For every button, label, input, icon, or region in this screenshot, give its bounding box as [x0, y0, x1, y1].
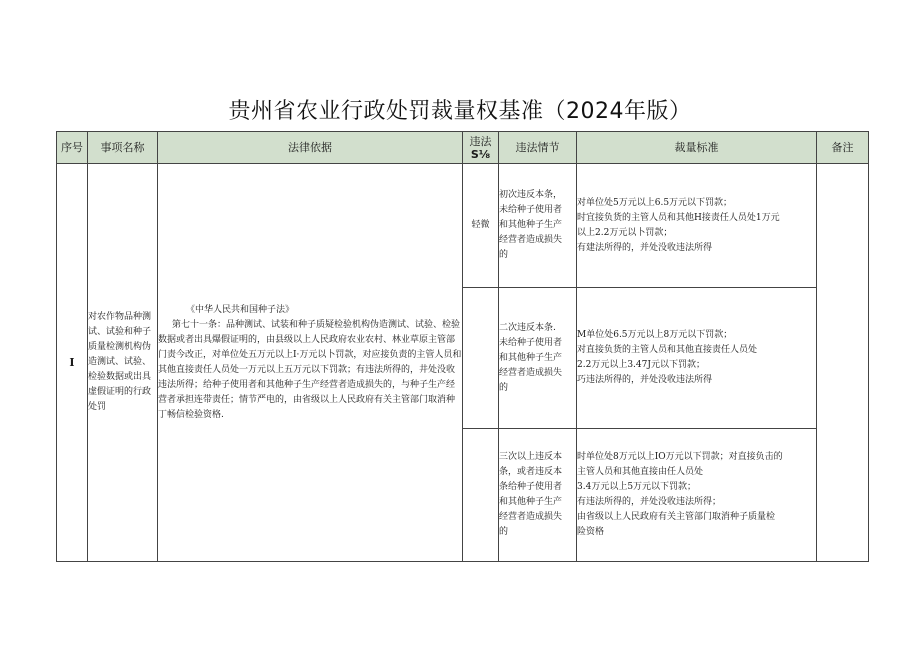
header-remark: 备注: [817, 132, 869, 164]
grade-2-standard: [577, 288, 817, 429]
standard-line: 险资格: [577, 527, 605, 537]
standard-line: 时宜接负货的主管人员和其他H接责任人员处1万元: [577, 212, 780, 223]
grade-3-level: [463, 429, 499, 562]
grade-1-level: 轻微: [463, 164, 499, 288]
law-title: 《中华人民共和国种子法》: [186, 304, 295, 315]
header-serial: 序号: [57, 132, 88, 164]
header-standard: 裁量标准: [577, 132, 817, 164]
circumstance-line: 经营者造成损失: [499, 235, 563, 245]
header-violation-level-top: 违法: [469, 134, 492, 148]
standard-line: 对单位处5万元以上6.5万元以下罚款；: [577, 197, 733, 208]
circumstance-line: 未给种子使用者: [499, 205, 563, 215]
row-serial: I: [57, 164, 88, 562]
circumstance-line: 经营者造成损失: [499, 367, 563, 378]
header-item-name: 事项名称: [88, 132, 158, 164]
circumstance-line: 的: [499, 527, 509, 537]
circumstance-line: 三次以上违反本: [499, 452, 563, 462]
standard-line: 主管人员和其他直接由任人员处: [577, 467, 704, 477]
circumstance-line: 二次违反本条.: [499, 322, 556, 333]
standard-line: M单位处6.5万元以上8万元以下罚款；: [577, 330, 733, 340]
standard-line: 由省级以上人民政府有关主管部门取消种子质量检: [577, 512, 776, 522]
circumstance-line: 条，或者违反本: [499, 467, 563, 477]
standard-line: 以上2.2万元以卜罚款；: [577, 227, 673, 238]
document-title: 贵州省农业行政处罚裁量权基准（2024年版）: [228, 99, 692, 124]
standard-line: 有建法所得的，并处没收违法所得: [577, 242, 713, 253]
standard-line: 时单位处8万元以上IO万元以下罚款；对直接负击的: [577, 452, 783, 462]
circumstance-line: 和其他种子生产: [499, 497, 563, 507]
header-circumstance: 违法情节: [499, 132, 577, 164]
grade-1-circumstance: [499, 164, 577, 288]
table-row: [57, 164, 869, 288]
row-remark: [817, 164, 869, 562]
header-violation-level-bottom: S⅛: [470, 147, 491, 161]
grade-2-level: [463, 288, 499, 429]
row-item-name: 对农作物品种测试、试验和种子质量检测机构伪造测试、试验、检验数据或出具虚假证明的行政处罚: [88, 164, 158, 562]
circumstance-line: 和其他种子生产: [499, 220, 563, 230]
standard-line: 有违法所得的，并处没收违法所得；: [577, 497, 722, 507]
grade-2-circumstance: [499, 288, 577, 429]
standard-line: 对直接负货的主管人员和其他直接责任人员处: [577, 345, 758, 355]
header-violation-level: [463, 132, 499, 164]
grade-3-standard: [577, 429, 817, 562]
grade-3-circumstance: [499, 429, 577, 562]
header-legal-basis: 法律依据: [158, 132, 463, 164]
law-article-text: 第七十一条：品种测试、试装和种子质疑检验机构伪造测试、试验、检验数据或者出具爆假证明的，由县级以上人民政府农业农村、林业草原主管部门责今改正，对单位处五万元以上Ⅰ·万元以卜罚款，对应接负责的主管人员和其他直接责任人员处一万元以上五万元以下罚款；有违法所得的，井处没收违法所得；给种子使用者和其他种子生产经营者造成损失的，与种子生产经营者承担连带责任；情节严电的，由省级以上人民政府有关主管部门取消种丁畅信检验资格.: [158, 319, 462, 420]
circumstance-line: 初次违反本条，: [499, 190, 563, 200]
standard-line: 2.2万元以上3.47J元以下罚款；: [577, 360, 705, 370]
penalty-table: [56, 131, 869, 562]
standard-line: 3.4万元以上5万元以下罚款；: [577, 482, 697, 492]
row-legal-basis: [158, 164, 463, 562]
circumstance-line: 的: [499, 250, 509, 260]
circumstance-line: 和其他种子生产: [499, 352, 563, 363]
circumstance-line: 未给种子使用者: [499, 337, 563, 348]
table-header-row: [57, 132, 869, 164]
standard-line: 巧违法所得的，并处没收违法所得: [577, 375, 713, 385]
grade-1-standard: [577, 164, 817, 288]
circumstance-line: 的: [499, 382, 509, 393]
circumstance-line: 经营者造成损失: [499, 512, 563, 522]
circumstance-line: 条给种子使用者: [499, 482, 563, 492]
